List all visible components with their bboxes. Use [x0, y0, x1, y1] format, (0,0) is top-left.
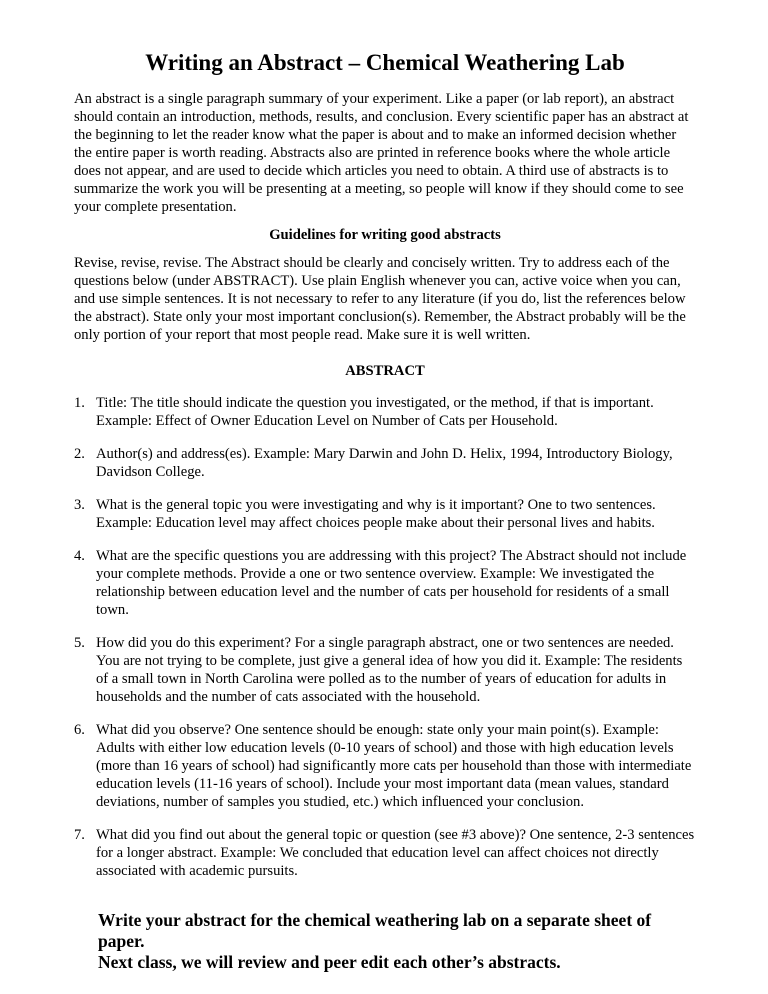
list-item	[74, 445, 696, 481]
abstract-steps-list	[74, 394, 696, 880]
list-item-text: Title: The title should indicate the question you investigated, or the method, if that is important. Example: Effect of Owner Education Level on Number of Cats per Household.	[96, 395, 654, 429]
guidelines-paragraph: Revise, revise, revise. The Abstract should be clearly and concisely written. Try to address each of the questions below (under ABSTRACT). Use plain English whenever you can, active voice when you can, and use simple sentences. It is not necessary to refer to any literature (if you do, list the references below the abstract). State only your most important conclusion(s). Remember, the Abstract probably will be the only portion of your report that most people read. Make sure it is well written.	[74, 255, 686, 343]
list-item-text: What are the specific questions you are addressing with this project? The Abstract should not include your complete methods. Provide a one or two sentence overview. Example: We investigated the relationship between education level and the number of cats per household for residents of a small town.	[96, 548, 687, 618]
list-item	[74, 547, 696, 619]
closing-instructions	[98, 910, 696, 973]
list-item-number: 1.	[74, 395, 85, 411]
list-item-text: What did you observe? One sentence should be enough: state only your main point(s). Example: Adults with either low education levels (0-10 years of school) and those with high education levels (more than 16 years of school) had significantly more cats per household than those with intermediate education levels (11-16 years of school). Include your most important data (mean values, standard deviations, number of samples you studied, etc.) which influenced your conclusion.	[96, 722, 692, 810]
guidelines-heading: Guidelines for writing good abstracts	[269, 227, 501, 243]
list-item	[74, 394, 696, 430]
list-item-number: 7.	[74, 827, 85, 843]
list-item	[74, 721, 696, 811]
document-title: Writing an Abstract – Chemical Weathering Lab	[145, 50, 625, 75]
list-item-text: What is the general topic you were investigating and why is it important? One to two sentences. Example: Education level may affect choices people make about their personal lives and habits.	[96, 497, 656, 531]
list-item-text: What did you find out about the general topic or question (see #3 above)? One sentence, 2-3 sentences for a longer abstract. Example: We concluded that education level can affect choices not directly associated with academic pursuits.	[96, 827, 695, 879]
closing-line-1: Write your abstract for the chemical weathering lab on a separate sheet of paper.	[98, 910, 652, 951]
list-item	[74, 634, 696, 706]
list-item-number: 5.	[74, 635, 85, 651]
abstract-heading: ABSTRACT	[345, 363, 425, 379]
list-item-number: 6.	[74, 722, 85, 738]
closing-line-2: Next class, we will review and peer edit each other’s abstracts.	[98, 952, 561, 972]
list-item-number: 4.	[74, 548, 85, 564]
list-item-text: Author(s) and address(es). Example: Mary Darwin and John D. Helix, 1994, Introductory Biology, Davidson College.	[96, 446, 673, 480]
list-item-number: 2.	[74, 446, 85, 462]
intro-paragraph: An abstract is a single paragraph summary of your experiment. Like a paper (or lab report), an abstract should contain an introduction, methods, results, and conclusion. Every scientific paper has an abstract at the beginning to let the reader know what the paper is about and to make an informed decision whether the entire paper is worth reading. Abstracts also are printed in reference books where the whole article does not appear, and are used to decide which articles you need to obtain. A third use of abstracts is to summarize the work you will be presenting at a meeting, so people will know if they should come to see your complete presentation.	[74, 91, 689, 215]
list-item	[74, 826, 696, 880]
list-item-text: How did you do this experiment? For a single paragraph abstract, one or two sentences are needed. You are not trying to be complete, just give a general idea of how you did it. Example: The residents of a small town in North Carolina were polled as to the number of years of education for adults in households and the number of cats associated with the household.	[96, 635, 683, 705]
list-item-number: 3.	[74, 497, 85, 513]
list-item	[74, 496, 696, 532]
